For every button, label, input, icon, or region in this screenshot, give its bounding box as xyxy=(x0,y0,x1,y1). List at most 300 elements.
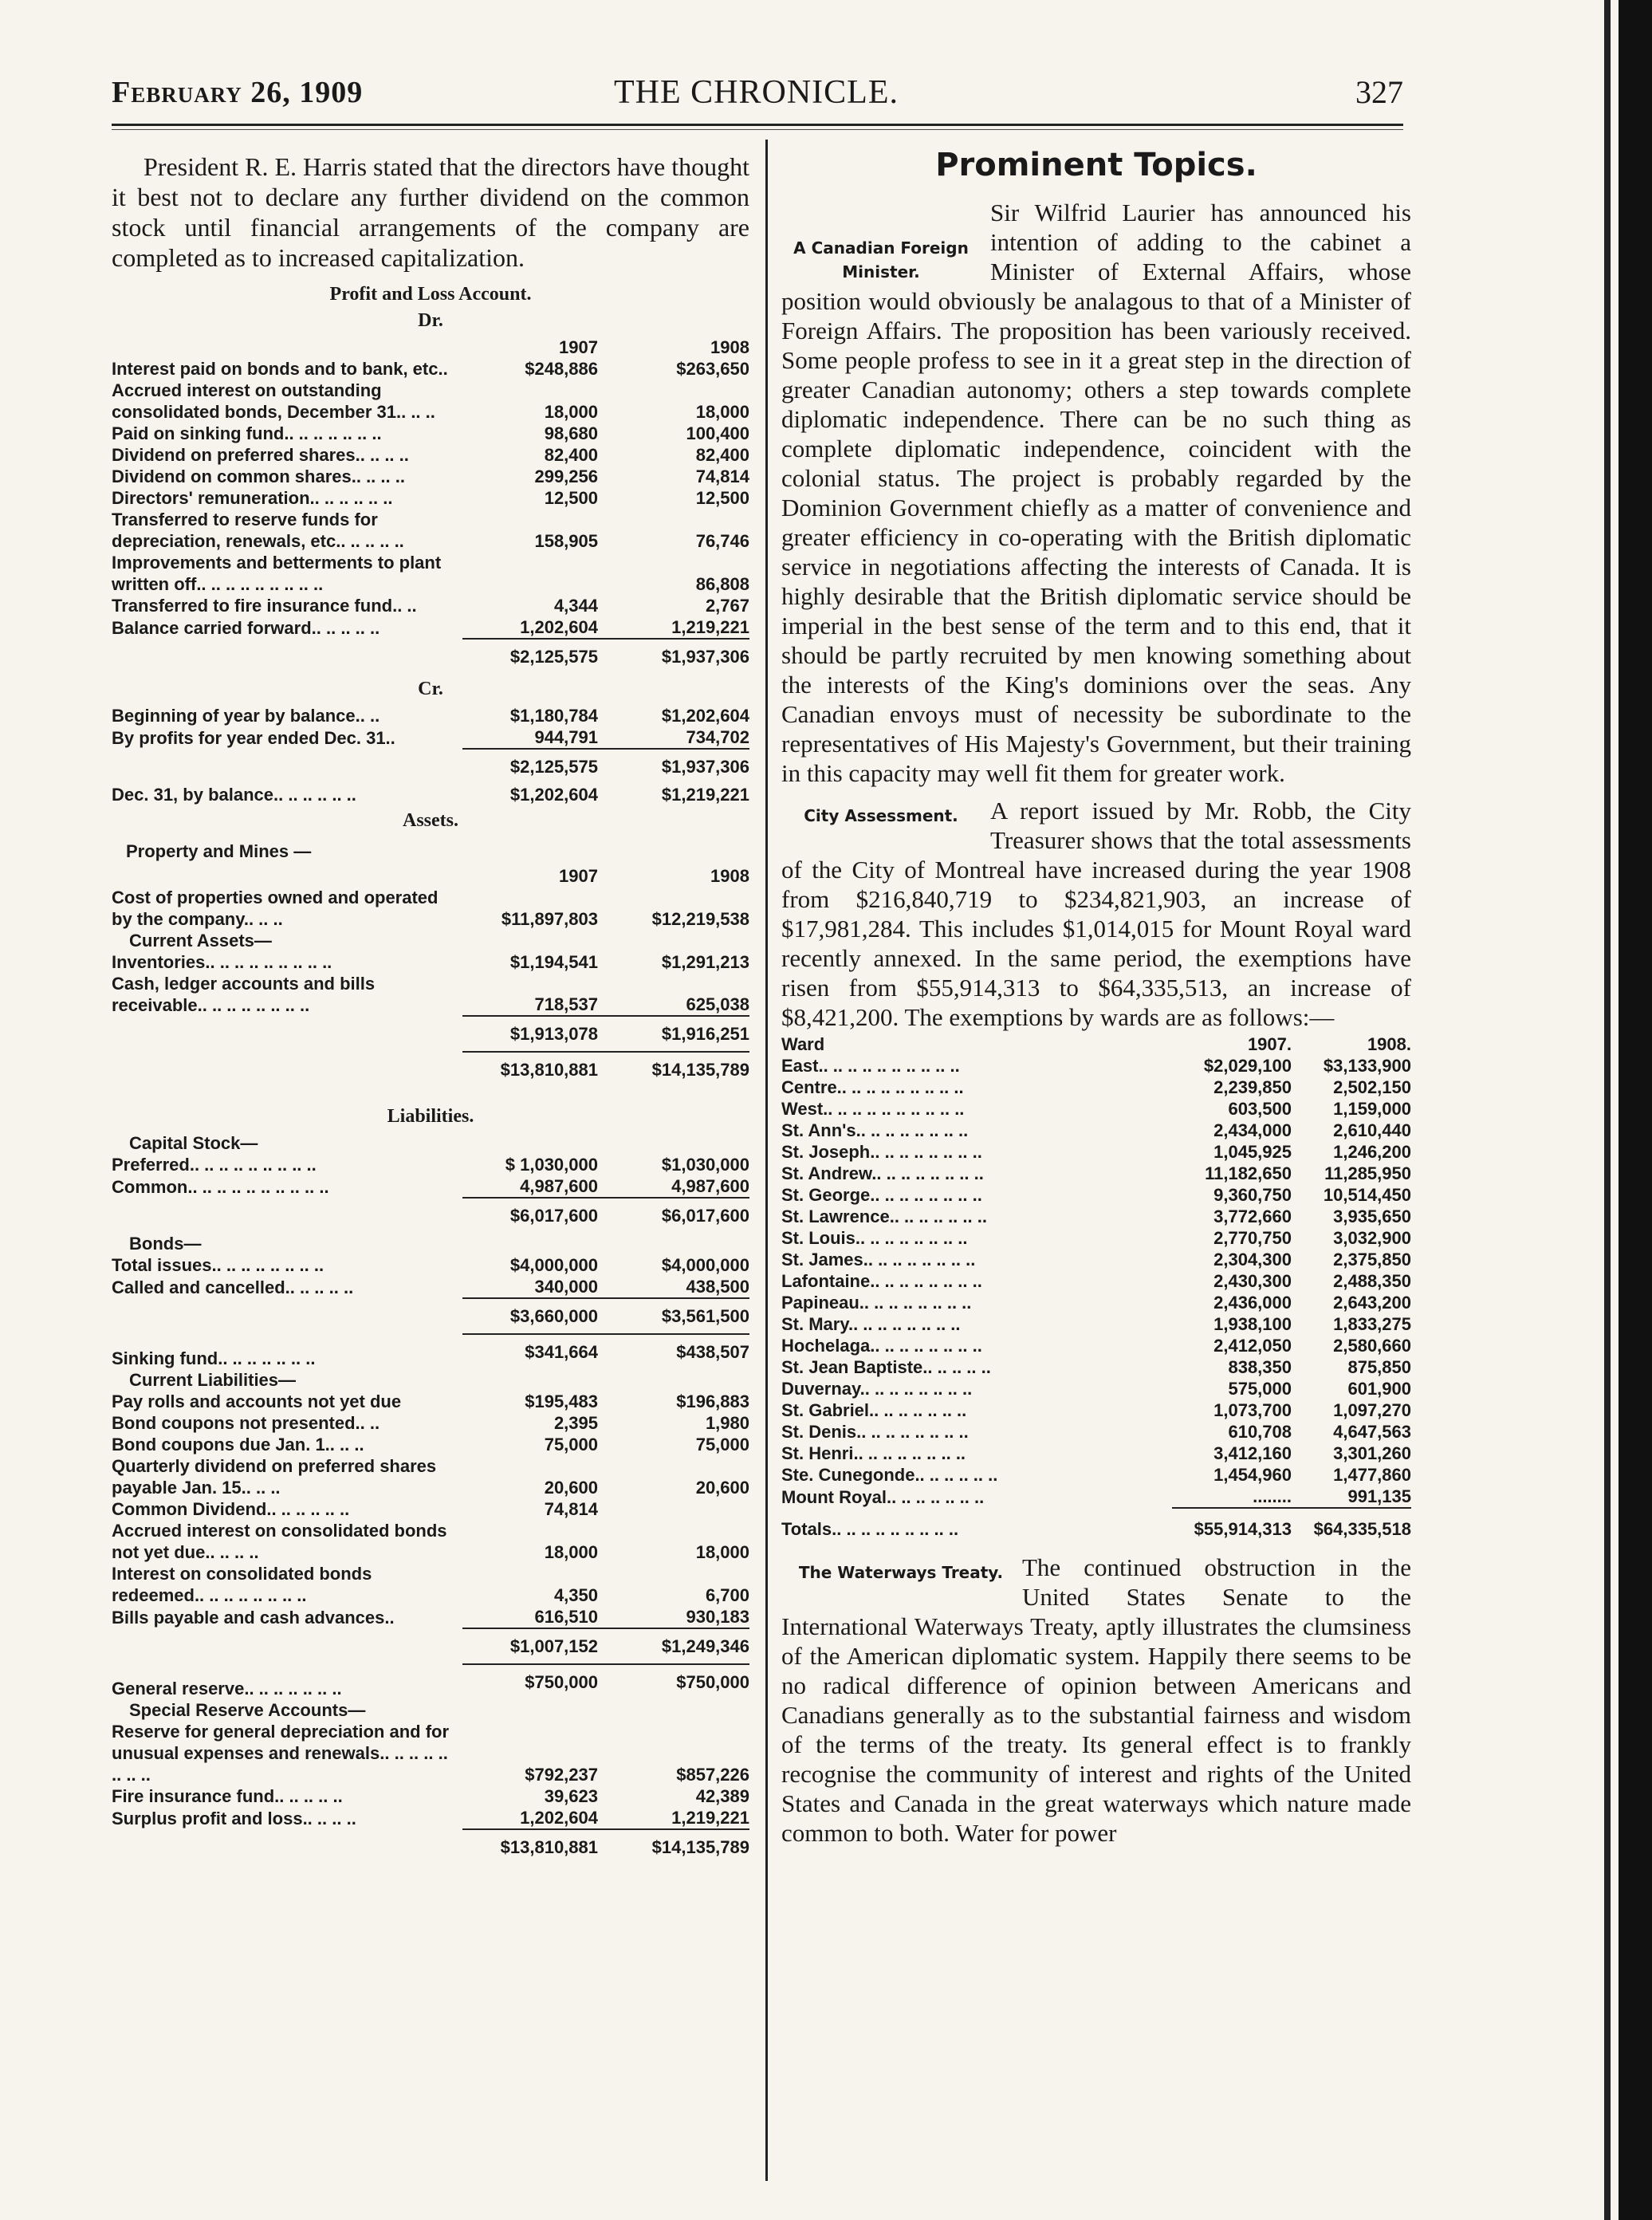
preferred-1907: $ 1,030,000 xyxy=(505,1155,598,1175)
capital-heading: Capital Stock— xyxy=(129,1133,258,1153)
side-heading-city-assessment xyxy=(781,804,981,828)
bonds-total-1907: $3,660,000 xyxy=(462,1298,598,1334)
assets-table xyxy=(112,865,749,1087)
current-liab-row xyxy=(112,1434,749,1455)
dr-total-1908: $1,937,306 xyxy=(598,639,749,674)
special-1908: $857,226 xyxy=(676,1765,749,1785)
ward-row xyxy=(781,1378,1411,1399)
special-row xyxy=(112,1785,749,1807)
ward-1908: 2,580,660 xyxy=(1333,1336,1411,1356)
dec-balance-1908: $1,219,221 xyxy=(661,785,749,805)
ward-1907: 3,772,660 xyxy=(1213,1206,1292,1226)
left-column xyxy=(112,152,749,1864)
ward-1907: 610,708 xyxy=(1228,1422,1292,1442)
ward-1908: 3,032,900 xyxy=(1333,1228,1411,1248)
current-assets-total-1908: $1,916,251 xyxy=(598,1016,749,1052)
inventories-1907: $1,194,541 xyxy=(509,952,598,972)
bonds-total-1908: $3,561,500 xyxy=(598,1298,749,1334)
ward-name: Hochelaga.. .. .. .. .. .. .. .. xyxy=(781,1336,982,1356)
ward-name: St. Jean Baptiste.. .. .. .. .. xyxy=(781,1357,991,1377)
side-heading-1: A Canadian Foreign Minister. xyxy=(793,238,969,281)
dr-1908: 76,746 xyxy=(695,531,749,551)
dr-label: Accrued interest on outstanding consolidated bonds, December 31.. .. .. xyxy=(112,380,435,422)
ward-name: St. Louis.. .. .. .. .. .. .. .. xyxy=(781,1228,968,1248)
ward-year-1907: 1907. xyxy=(1247,1034,1292,1054)
grand-total-1908: $14,135,789 xyxy=(598,1829,749,1864)
ward-name: Lafontaine.. .. .. .. .. .. .. .. xyxy=(781,1271,982,1291)
scan-edge-line xyxy=(1604,0,1611,2220)
current-liab-1907: $195,483 xyxy=(525,1391,598,1411)
current-liab-rows xyxy=(112,1391,749,1628)
current-liab-1908: 6,700 xyxy=(705,1585,749,1605)
ward-name: East.. .. .. .. .. .. .. .. .. .. xyxy=(781,1056,960,1076)
special-label: Reserve for general depreciation and for unusual expenses and renewals.. .. .. .. .. .. .. .. xyxy=(112,1722,450,1785)
wards-total-label: Totals.. .. .. .. .. .. .. .. .. xyxy=(781,1518,959,1539)
property-heading: Property and Mines — xyxy=(126,841,312,861)
dr-label: Improvements and betterments to plant written off.. .. .. .. .. .. .. .. .. xyxy=(112,553,442,594)
ward-row xyxy=(781,1120,1411,1141)
dr-1908: 18,000 xyxy=(695,402,749,422)
ward-1908: 601,900 xyxy=(1347,1379,1411,1399)
general-reserve-label: General reserve.. .. .. .. .. .. .. xyxy=(112,1679,342,1698)
total-issues-label: Total issues.. .. .. .. .. .. .. .. xyxy=(112,1255,324,1275)
wards-table xyxy=(781,1033,1411,1540)
current-liab-1908 xyxy=(598,1498,749,1520)
special-row xyxy=(112,1807,749,1829)
ward-1908: 2,375,850 xyxy=(1333,1250,1411,1269)
cr-row xyxy=(112,726,749,749)
ward-1908: 3,935,650 xyxy=(1333,1206,1411,1226)
dr-1908: 2,767 xyxy=(705,596,749,616)
ward-1908: 991,135 xyxy=(1347,1486,1411,1506)
ward-1908: 2,610,440 xyxy=(1333,1120,1411,1140)
current-liab-label: Accrued interest on consolidated bonds not yet due.. .. .. .. xyxy=(112,1521,447,1562)
ward-name: Mount Royal.. .. .. .. .. .. .. xyxy=(781,1486,985,1507)
total-issues-1907: $4,000,000 xyxy=(509,1255,598,1275)
special-1908: 1,219,221 xyxy=(671,1808,749,1828)
dr-label: Dividend on common shares.. .. .. .. xyxy=(112,466,405,486)
dr-label: Directors' remuneration.. .. .. .. .. .. xyxy=(112,488,393,508)
ward-1907: 603,500 xyxy=(1228,1099,1292,1119)
grand-total-1907: $13,810,881 xyxy=(462,1829,598,1864)
dr-row xyxy=(112,595,749,616)
current-liab-row xyxy=(112,1563,749,1606)
dr-1907 xyxy=(462,552,598,595)
ward-row xyxy=(781,1421,1411,1443)
called-row xyxy=(112,1276,749,1298)
cr-1908: $1,202,604 xyxy=(661,706,749,726)
cr-total-row xyxy=(112,749,749,784)
cr-label: By profits for year ended Dec. 31.. xyxy=(112,728,395,748)
total-issues-row xyxy=(112,1254,749,1276)
year-1907: 1907 xyxy=(559,337,598,357)
current-liab-1908: 75,000 xyxy=(695,1435,749,1454)
current-liab-1907: 18,000 xyxy=(544,1542,598,1562)
special-head-row xyxy=(112,1699,749,1721)
dec-balance-label: Dec. 31, by balance.. .. .. .. .. .. xyxy=(112,785,356,805)
ward-row xyxy=(781,1098,1411,1120)
cr-1907: 944,791 xyxy=(534,727,598,747)
ward-1907: 575,000 xyxy=(1228,1379,1292,1399)
wards-total-1908: $64,335,518 xyxy=(1292,1508,1411,1540)
header-rule xyxy=(112,124,1403,126)
side-heading-foreign-minister xyxy=(781,236,981,284)
ward-1907: 3,412,160 xyxy=(1213,1443,1292,1463)
ward-1908: 4,647,563 xyxy=(1333,1422,1411,1442)
assets-total-row xyxy=(112,1052,749,1087)
current-liab-label: Bond coupons due Jan. 1.. .. .. xyxy=(112,1435,364,1454)
current-liab-1907: 4,350 xyxy=(553,1585,598,1605)
ward-1908: 10,514,450 xyxy=(1323,1185,1411,1205)
assets-year-row xyxy=(112,865,749,887)
ward-name: St. Denis.. .. .. .. .. .. .. .. xyxy=(781,1422,969,1442)
common-label: Common.. .. .. .. .. .. .. .. .. .. xyxy=(112,1177,329,1197)
cash-1907: 718,537 xyxy=(534,994,598,1014)
assets-total-1907: $13,810,881 xyxy=(462,1052,598,1087)
wards-total-row xyxy=(781,1508,1411,1540)
ward-row xyxy=(781,1055,1411,1077)
bonds-heading: Bonds— xyxy=(129,1234,202,1254)
ward-1907: 2,770,750 xyxy=(1213,1228,1292,1248)
ward-1908: 2,502,150 xyxy=(1333,1077,1411,1097)
special-1907: 1,202,604 xyxy=(520,1808,598,1828)
dec-balance-1907: $1,202,604 xyxy=(509,785,598,805)
assets-year-1908: 1908 xyxy=(710,866,749,886)
inventories-1908: $1,291,213 xyxy=(661,952,749,972)
dr-row xyxy=(112,487,749,509)
ward-name: Ste. Cunegonde.. .. .. .. .. .. xyxy=(781,1465,998,1485)
called-1908: 438,500 xyxy=(686,1277,749,1297)
cost-1908: $12,219,538 xyxy=(651,909,749,929)
ward-row xyxy=(781,1335,1411,1356)
cash-label: Cash, ledger accounts and bills receivable.. .. .. .. .. .. .. .. xyxy=(112,974,376,1015)
intro-paragraph: President R. E. Harris stated that the directors have thought it best not to declare any further dividend on the common stock until financial arrangements of the company are completed as to increased capitalization. xyxy=(112,152,749,272)
ward-row xyxy=(781,1399,1411,1421)
ward-1908: 11,285,950 xyxy=(1324,1163,1411,1183)
year-row xyxy=(112,337,749,358)
cr-table xyxy=(112,705,749,805)
ward-1907: 2,239,850 xyxy=(1213,1077,1292,1097)
ward-name: Centre.. .. .. .. .. .. .. .. .. xyxy=(781,1077,964,1097)
cr-total-1908: $1,937,306 xyxy=(598,749,749,784)
side-heading-3: The Waterways Treaty. xyxy=(798,1563,1004,1582)
dr-1907: 98,680 xyxy=(544,423,598,443)
ward-row xyxy=(781,1464,1411,1486)
current-liab-label: Pay rolls and accounts not yet due xyxy=(112,1391,402,1411)
ward-1908: 875,850 xyxy=(1347,1357,1411,1377)
current-assets-heading: Current Assets— xyxy=(129,931,272,951)
cost-row xyxy=(112,887,749,930)
inventories-label: Inventories.. .. .. .. .. .. .. .. .. xyxy=(112,952,332,972)
wards-total-1907: $55,914,313 xyxy=(1172,1508,1292,1540)
ward-1907: $2,029,100 xyxy=(1203,1056,1292,1076)
ward-name: St. Lawrence.. .. .. .. .. .. .. xyxy=(781,1206,987,1226)
ward-row xyxy=(781,1141,1411,1163)
ward-1908: 2,643,200 xyxy=(1333,1293,1411,1313)
total-issues-1908: $4,000,000 xyxy=(661,1255,749,1275)
preferred-row xyxy=(112,1154,749,1175)
liabilities-title: Liabilities. xyxy=(387,1106,474,1127)
current-assets-total-row xyxy=(112,1016,749,1052)
cr-total-1907: $2,125,575 xyxy=(462,749,598,784)
column-divider xyxy=(765,140,768,2181)
dr-1908: 74,814 xyxy=(695,466,749,486)
ward-1908: 1,246,200 xyxy=(1333,1142,1411,1162)
dr-row xyxy=(112,380,749,423)
current-liab-head-row xyxy=(112,1369,749,1391)
dr-row xyxy=(112,423,749,444)
preferred-1908: $1,030,000 xyxy=(661,1155,749,1175)
current-liab-1908: $196,883 xyxy=(676,1391,749,1411)
current-liab-1908: 20,600 xyxy=(695,1478,749,1498)
ward-1907: 1,938,100 xyxy=(1213,1314,1292,1334)
current-liab-row xyxy=(112,1606,749,1628)
ward-row xyxy=(781,1356,1411,1378)
dr-1907: 82,400 xyxy=(544,445,598,465)
right-column xyxy=(781,144,1411,1848)
ward-row xyxy=(781,1249,1411,1270)
ward-1907: ........ xyxy=(1253,1486,1292,1506)
ward-1907: 1,045,925 xyxy=(1213,1142,1292,1162)
current-liab-row xyxy=(112,1455,749,1498)
current-liab-label: Quarterly dividend on preferred shares payable Jan. 15.. .. .. xyxy=(112,1456,437,1498)
cr-label: Beginning of year by balance.. .. xyxy=(112,706,380,726)
dr-total-row xyxy=(112,639,749,674)
dr-1907: 299,256 xyxy=(534,466,598,486)
dr-row xyxy=(112,616,749,639)
ward-name: St. Mary.. .. .. .. .. .. .. .. xyxy=(781,1314,961,1334)
assets-title: Assets. xyxy=(403,810,458,831)
current-liab-total-1907: $1,007,152 xyxy=(462,1628,598,1664)
bonds-total-row xyxy=(112,1298,749,1334)
dr-label: Dividend on preferred shares.. .. .. .. xyxy=(112,445,409,465)
dr-1908: 100,400 xyxy=(686,423,749,443)
ward-name: St. Ann's.. .. .. .. .. .. .. .. xyxy=(781,1120,969,1140)
header-rule-thin xyxy=(112,129,1403,130)
ward-name: St. Henri.. .. .. .. .. .. .. .. xyxy=(781,1443,966,1463)
ward-1907: 11,182,650 xyxy=(1205,1163,1292,1183)
special-label: Fire insurance fund.. .. .. .. .. xyxy=(112,1786,343,1806)
ward-1907: 838,350 xyxy=(1228,1357,1292,1377)
cr-1908: 734,702 xyxy=(686,727,749,747)
called-label: Called and cancelled.. .. .. .. .. xyxy=(112,1277,354,1297)
page-header xyxy=(112,70,1403,118)
ward-heading: Ward xyxy=(781,1034,825,1054)
dr-label: Transferred to reserve funds for depreciation, renewals, etc.. .. .. .. .. xyxy=(112,510,404,551)
scan-edge xyxy=(1619,0,1652,2220)
ward-1908: 1,159,000 xyxy=(1333,1099,1411,1119)
year-1908: 1908 xyxy=(710,337,749,357)
ward-name: West.. .. .. .. .. .. .. .. .. .. xyxy=(781,1099,965,1119)
dr-1907: 1,202,604 xyxy=(520,617,598,637)
current-assets-total-1907: $1,913,078 xyxy=(462,1016,598,1052)
current-liab-total-row xyxy=(112,1628,749,1664)
ward-1908: $3,133,900 xyxy=(1323,1056,1411,1076)
dr-heading: Dr. xyxy=(418,310,443,331)
assets-total-1908: $14,135,789 xyxy=(598,1052,749,1087)
special-1907: $792,237 xyxy=(525,1765,598,1785)
dr-1908: 86,808 xyxy=(695,574,749,594)
cr-1907: $1,180,784 xyxy=(509,706,598,726)
capital-total-1907: $6,017,600 xyxy=(462,1198,598,1233)
current-liab-total-1908: $1,249,346 xyxy=(598,1628,749,1664)
general-reserve-1908: $750,000 xyxy=(598,1664,749,1699)
special-1908: 42,389 xyxy=(695,1786,749,1806)
prominent-topics-title: Prominent Topics. xyxy=(935,147,1257,183)
dr-label: Transferred to fire insurance fund.. .. xyxy=(112,596,417,616)
general-reserve-row xyxy=(112,1664,749,1699)
ward-1907: 2,412,050 xyxy=(1213,1336,1292,1356)
cash-1908: 625,038 xyxy=(686,994,749,1014)
header-date: February 26, 1909 xyxy=(112,76,364,109)
current-liab-label: Bills payable and cash advances.. xyxy=(112,1608,395,1628)
common-row xyxy=(112,1175,749,1198)
ward-name: St. Joseph.. .. .. .. .. .. .. .. xyxy=(781,1142,982,1162)
called-1907: 340,000 xyxy=(534,1277,598,1297)
ward-row xyxy=(781,1206,1411,1227)
cr-heading: Cr. xyxy=(418,679,443,699)
dr-row xyxy=(112,466,749,487)
general-reserve-1907: $750,000 xyxy=(462,1664,598,1699)
dr-label: Paid on sinking fund.. .. .. .. .. .. .. xyxy=(112,423,382,443)
ward-row xyxy=(781,1184,1411,1206)
current-liab-1908: 930,183 xyxy=(686,1607,749,1627)
current-liab-1907: 616,510 xyxy=(534,1607,598,1627)
current-liab-1908: 18,000 xyxy=(695,1542,749,1562)
ward-1907: 1,454,960 xyxy=(1213,1465,1292,1485)
side-heading-2: City Assessment. xyxy=(804,806,958,825)
dr-1908: $263,650 xyxy=(676,359,749,379)
dr-total-1907: $2,125,575 xyxy=(462,639,598,674)
cr-row xyxy=(112,705,749,726)
grand-total-row xyxy=(112,1829,749,1864)
common-1908: 4,987,600 xyxy=(671,1176,749,1196)
ward-name: St. Andrew.. .. .. .. .. .. .. .. xyxy=(781,1163,984,1183)
ward-name: St. Gabriel.. .. .. .. .. .. .. xyxy=(781,1400,967,1420)
capital-total-1908: $6,017,600 xyxy=(598,1198,749,1233)
special-1907: 39,623 xyxy=(544,1786,598,1806)
paragraph-foreign-minister: Sir Wilfrid Laurier has announced his intention of adding to the cabinet a Minister of External Affairs, whose position would obviously be analagous to that of a Minister of Foreign Affairs. The proposition has been variously received. Some people profess to see in it a great step in the direction of greater Canadian autonomy; others a step towards complete diplomatic independence. There can be no such thing as complete diplomatic independence, coincident with the colonial status. The project is probably regarded by the Dominion Government chiefly as a matter of convenience and greater efficiency in co-operating with the British diplomatic service in negotiations affecting the interests of Canada. It is highly desirable that the British diplomatic service should be imperial in the best sense of the term and to this end, that it should be partly recruited by men knowing something about the interests of the King's dominions over the seas. Any Canadian envoys must of necessity be subordinate to the representatives of His Majesty's Government, but their training in this capacity may well fit them for greater work. xyxy=(781,199,1411,787)
dr-1907: 158,905 xyxy=(534,531,598,551)
special-rows xyxy=(112,1721,749,1829)
sinking-1908: $438,507 xyxy=(598,1334,749,1369)
current-liab-heading: Current Liabilities— xyxy=(129,1370,297,1390)
dr-1907: 4,344 xyxy=(553,596,598,616)
ward-name: St. James.. .. .. .. .. .. .. .. xyxy=(781,1250,976,1269)
dr-1907: $248,886 xyxy=(525,359,598,379)
ward-1908: 1,097,270 xyxy=(1333,1400,1411,1420)
special-row xyxy=(112,1721,749,1785)
dr-table xyxy=(112,337,749,674)
ward-row xyxy=(781,1163,1411,1184)
dr-row xyxy=(112,444,749,466)
ward-row xyxy=(781,1270,1411,1292)
dr-1907: 12,500 xyxy=(544,488,598,508)
ward-name: Duvernay.. .. .. .. .. .. .. .. xyxy=(781,1379,973,1399)
ward-name: St. George.. .. .. .. .. .. .. .. xyxy=(781,1185,982,1205)
ward-1908: 1,477,860 xyxy=(1333,1465,1411,1485)
paragraph-waterways: The continued obstruction in the United States Senate to the International Waterways Treaty, aptly illustrates the clumsiness of the American diplomatic system. Happily there seems to be no radical difference of opinion between Americans and Canadians generally as to the substantial fairness and wisdom of the terms of the treaty. Its general effect is to frankly recognise the community of interest and rights of the United States and Canada in the great waterways which nature made common to both. Water for power xyxy=(781,1553,1411,1847)
dec-balance-row xyxy=(112,784,749,805)
ward-rows xyxy=(781,1055,1411,1508)
sinking-label: Sinking fund.. .. .. .. .. .. .. xyxy=(112,1348,316,1368)
cash-row xyxy=(112,973,749,1016)
ward-1907: 1,073,700 xyxy=(1213,1400,1292,1420)
ward-row xyxy=(781,1443,1411,1464)
bonds-head-row xyxy=(112,1233,749,1254)
ward-row xyxy=(781,1227,1411,1249)
dr-label: Interest paid on bonds and to bank, etc.. xyxy=(112,359,448,379)
current-liab-row xyxy=(112,1498,749,1520)
dr-1908: 82,400 xyxy=(695,445,749,465)
inventories-row xyxy=(112,951,749,973)
dr-row xyxy=(112,509,749,552)
dr-1908: 12,500 xyxy=(695,488,749,508)
current-liab-1907: 74,814 xyxy=(544,1499,598,1519)
ward-1908: 3,301,260 xyxy=(1333,1443,1411,1463)
ward-1908: 2,488,350 xyxy=(1333,1271,1411,1291)
capital-total-row xyxy=(112,1198,749,1233)
current-liab-1907: 2,395 xyxy=(553,1413,598,1433)
sinking-row xyxy=(112,1334,749,1369)
assets-year-1907: 1907 xyxy=(559,866,598,886)
special-label: Surplus profit and loss.. .. .. .. xyxy=(112,1809,356,1828)
ward-row xyxy=(781,1292,1411,1313)
common-1907: 4,987,600 xyxy=(520,1176,598,1196)
ward-1907: 9,360,750 xyxy=(1213,1185,1292,1205)
liabilities-table xyxy=(112,1132,749,1864)
ward-row xyxy=(781,1486,1411,1508)
current-liab-label: Bond coupons not presented.. .. xyxy=(112,1413,380,1433)
cr-rows xyxy=(112,705,749,749)
current-liab-1907: 75,000 xyxy=(544,1435,598,1454)
current-liab-label: Interest on consolidated bonds redeemed.. .. .. .. .. .. .. .. xyxy=(112,1564,372,1605)
ward-1907: 2,430,300 xyxy=(1213,1271,1292,1291)
cost-1907: $11,897,803 xyxy=(501,909,598,929)
header-title: THE CHRONICLE. xyxy=(614,74,899,111)
current-liab-row xyxy=(112,1520,749,1563)
ward-year-1908: 1908. xyxy=(1367,1034,1411,1054)
side-heading-waterways xyxy=(789,1561,1013,1584)
sinking-1907: $341,664 xyxy=(462,1334,598,1369)
dr-1908: 1,219,221 xyxy=(671,617,749,637)
dr-rows xyxy=(112,358,749,639)
preferred-label: Preferred.. .. .. .. .. .. .. .. .. xyxy=(112,1155,317,1175)
current-assets-head-row xyxy=(112,930,749,951)
dr-1907: 18,000 xyxy=(544,402,598,422)
pl-title: Profit and Loss Account. xyxy=(329,284,532,305)
ward-1907: 2,436,000 xyxy=(1213,1293,1292,1313)
current-liab-1908: 1,980 xyxy=(705,1413,749,1433)
ward-row xyxy=(781,1313,1411,1335)
ward-1907: 2,434,000 xyxy=(1213,1120,1292,1140)
ward-name: Papineau.. .. .. .. .. .. .. .. xyxy=(781,1293,972,1313)
paragraph-city-assessment: A report issued by Mr. Robb, the City Treasurer shows that the total assessments of the City of Montreal have increased during the year 1908 from $216,840,719 to $234,821,903, an increase of $17,981,284. This includes $1,014,015 for Mount Royal ward recently annexed. In the same period, the exemptions have risen from $55,914,313 to $64,335,513, an increase of $8,421,200. The exemptions by wards are as follows:— xyxy=(781,797,1411,1031)
cost-label: Cost of properties owned and operated by the company.. .. .. xyxy=(112,888,439,929)
current-liab-row xyxy=(112,1412,749,1434)
current-liab-label: Common Dividend.. .. .. .. .. .. xyxy=(112,1499,350,1519)
ward-row xyxy=(781,1077,1411,1098)
header-page-number: 327 xyxy=(1355,74,1403,110)
current-liab-row xyxy=(112,1391,749,1412)
capital-head-row xyxy=(112,1132,749,1154)
wards-head-row xyxy=(781,1033,1411,1055)
dr-row xyxy=(112,552,749,595)
special-heading: Special Reserve Accounts— xyxy=(129,1700,366,1720)
ward-1907: 2,304,300 xyxy=(1213,1250,1292,1269)
current-liab-1907: 20,600 xyxy=(544,1478,598,1498)
ward-1908: 1,833,275 xyxy=(1333,1314,1411,1334)
